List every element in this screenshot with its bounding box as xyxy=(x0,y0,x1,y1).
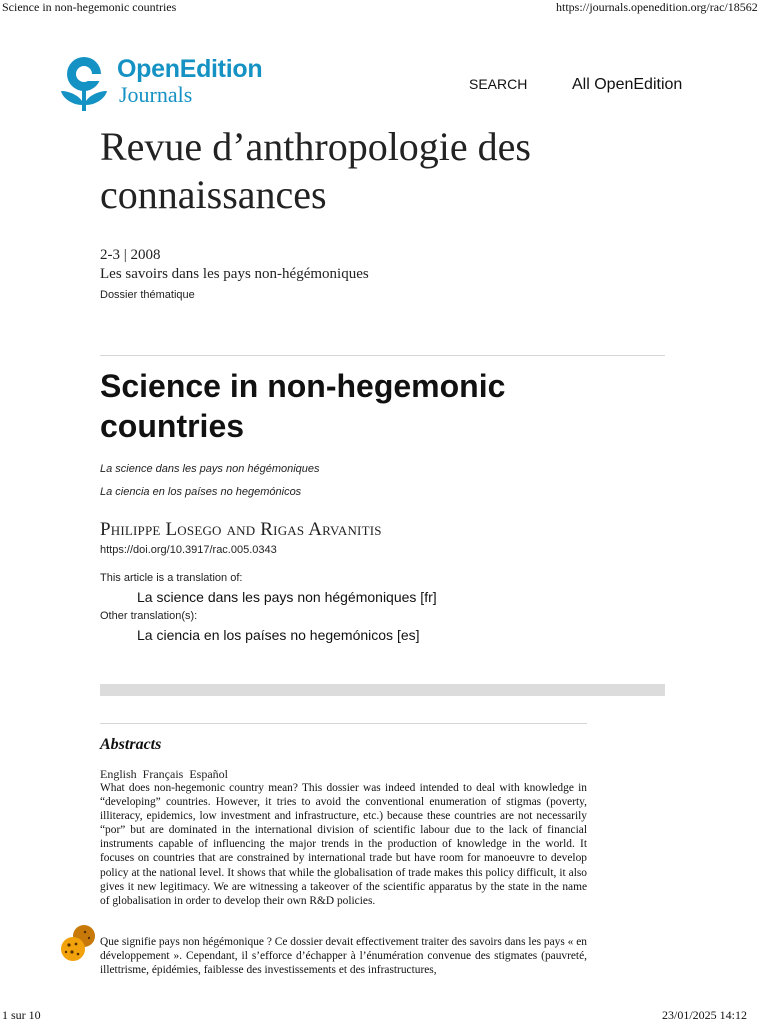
issue-title[interactable]: Les savoirs dans les pays non-hégémoniques xyxy=(100,266,369,282)
doi-link[interactable]: https://doi.org/10.3917/rac.005.0343 xyxy=(100,544,277,556)
print-page-count: 1 sur 10 xyxy=(2,1008,41,1022)
logo-brand[interactable]: OpenEdition xyxy=(117,55,263,83)
print-datetime: 23/01/2025 14:12 xyxy=(662,1008,748,1022)
translation-of-link[interactable]: La science dans les pays non hégémoniques [fr] xyxy=(137,589,437,605)
alt-title-es: La ciencia en los países no hegemónicos xyxy=(100,486,302,498)
other-translation-link[interactable]: La ciencia en los países no hegemónicos [es] xyxy=(137,627,420,643)
toc-bar xyxy=(100,684,665,696)
divider xyxy=(100,723,587,724)
article-authors[interactable]: Philippe Losego and Rigas Arvanitis xyxy=(100,519,382,540)
search-link[interactable]: SEARCH xyxy=(469,76,528,92)
lang-english[interactable]: English xyxy=(100,767,137,781)
section-label: Dossier thématique xyxy=(100,289,195,301)
openedition-logo-icon[interactable] xyxy=(59,55,111,113)
lang-espanol[interactable]: Español xyxy=(189,767,228,781)
cookie-icon[interactable] xyxy=(60,924,98,964)
divider xyxy=(100,355,665,356)
abstract-french: Que signifie pays non hégémonique ? Ce dossier devait effectivement traiter des savoirs dans les pays « en développement ». Cependant, il s’efforce d’échapper à l’énumération convenue des stigmates (pauvreté, illettrisme, épidémies, faiblesse des investissements et des infrastructures, xyxy=(100,936,587,977)
abstract-language-switcher xyxy=(100,767,231,782)
issue-number[interactable]: 2-3 | 2008 xyxy=(100,247,161,263)
print-page-title: Science in non-hegemonic countries xyxy=(2,0,177,14)
all-openedition-link[interactable]: All OpenEdition xyxy=(572,76,683,93)
print-page-url: https://journals.openedition.org/rac/18562 xyxy=(556,0,758,14)
abstracts-heading: Abstracts xyxy=(100,736,162,753)
article-title: Science in non-hegemonic countries xyxy=(100,368,506,444)
other-translations-label: Other translation(s): xyxy=(100,610,198,622)
alt-title-fr: La science dans les pays non hégémoniques xyxy=(100,463,320,475)
logo-subtitle[interactable]: Journals xyxy=(119,82,193,107)
journal-title[interactable]: Revue d’anthropologie des connaissances xyxy=(100,124,531,217)
lang-francais[interactable]: Français xyxy=(142,767,184,781)
abstract-english: What does non-hegemonic country mean? This dossier was indeed intended to deal with knowledge in “developing” countries. However, it tries to avoid the conventional enumeration of stigmas (poverty, illiteracy, epidemics, low investment and infrastructure, etc.) because these countries are not necessarily “por” but are dominated in the international division of scientific labour due to the lack of financial instruments capable of influencing the major trends in the production of knowledge in the world. It focuses on countries that are constrained by international trade but have room for manoeuvre to develop policy at the national level. It shows that while the globalisation of trade makes this policy difficult, it also gives it new legitimacy. We are witnessing a takeover of the scientific apparatus by the state in the name of globalisation in order to develop their own R&D policies. xyxy=(100,782,587,907)
translation-of-label: This article is a translation of: xyxy=(100,572,243,584)
